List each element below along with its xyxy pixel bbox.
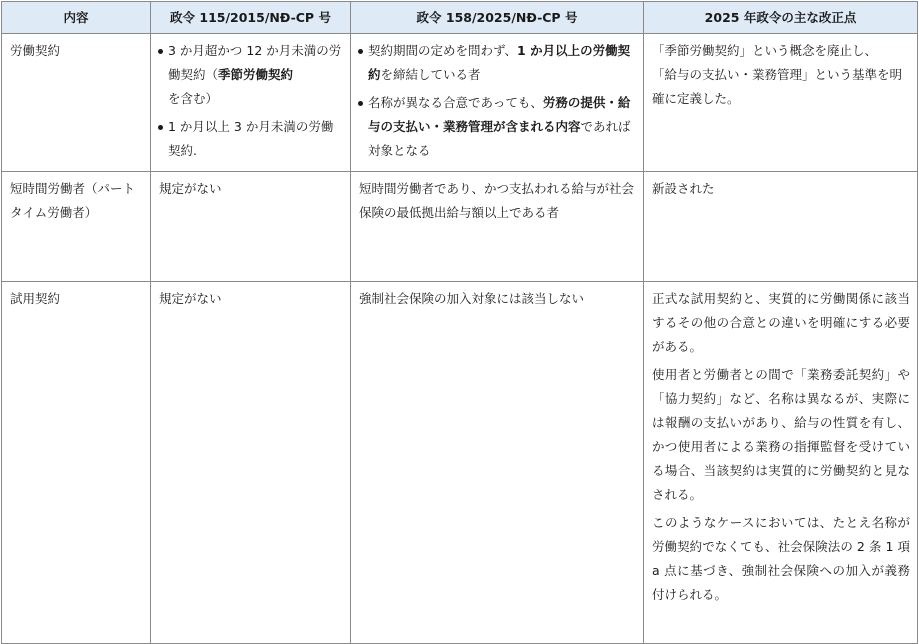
- header-decree-2025: 政令 158/2025/NĐ-CP 号: [351, 2, 644, 34]
- table-row-probation: [2, 282, 918, 644]
- cell-old-rule: 規定がない: [151, 282, 351, 644]
- cell-new-rule: 短時間労働者であり、かつ支払われる給与が社会保険の最低拠出給与額以上である者: [351, 172, 644, 282]
- change-paragraph: このようなケースにおいては、たとえ名称が労働契約でなくても、社会保険法の 2 条 1 項 a 点に基づき、強制社会保険への加入が義務付けられる。: [652, 515, 910, 602]
- cell-new-rule: 強制社会保険の加入対象には該当しない: [351, 282, 644, 644]
- cell-change: 「季節労働契約」という概念を廃止し、 「給与の支払い・業務管理」という基準を明確に定義した。: [644, 34, 918, 172]
- cell-change: [644, 282, 918, 644]
- row-label: 労働契約: [2, 34, 151, 172]
- cell-new-rule: [351, 34, 644, 172]
- bullet-list: [157, 39, 343, 163]
- list-item: 名称が異なる合意であっても、労務の提供・給与の支払い・業務管理が含まれる内容であれば対象となる: [357, 91, 636, 163]
- list-item: 契約期間の定めを問わず、1 か月以上の労働契約を締結している者: [357, 39, 636, 87]
- row-label: 短時間労働者（パートタイム労働者）: [2, 172, 151, 282]
- list-item: 3 か月超かつ 12 か月未満の労働契約（季節労働契約を含む）: [157, 39, 343, 111]
- change-paragraph: 正式な試用契約と、実質的に労働関係に該当するその他の合意との違いを明確にする必要がある。: [652, 291, 910, 354]
- comparison-table: [1, 1, 918, 644]
- header-main-changes: 2025 年政令の主な改正点: [644, 2, 918, 34]
- change-paragraph: 使用者と労働者との間で「業務委託契約」や「協力契約」など、名称は異なるが、実際には報酬の支払いがあり、給与の性質を有し、かつ使用者による業務の指揮監督を受けている場合、当該契約は実質的に労働契約と見なされる。: [652, 367, 910, 502]
- table-row-part-time: [2, 172, 918, 282]
- header-content: 内容: [2, 2, 151, 34]
- table-row-labor-contract: [2, 34, 918, 172]
- row-label: 試用契約: [2, 282, 151, 644]
- header-row: [2, 2, 918, 34]
- cell-change: 新設された: [644, 172, 918, 282]
- cell-old-rule: [151, 34, 351, 172]
- header-decree-2015: 政令 115/2015/NĐ-CP 号: [151, 2, 351, 34]
- bullet-list: [357, 39, 636, 163]
- list-item: 1 か月以上 3 か月未満の労働契約.: [157, 115, 343, 163]
- cell-old-rule: 規定がない: [151, 172, 351, 282]
